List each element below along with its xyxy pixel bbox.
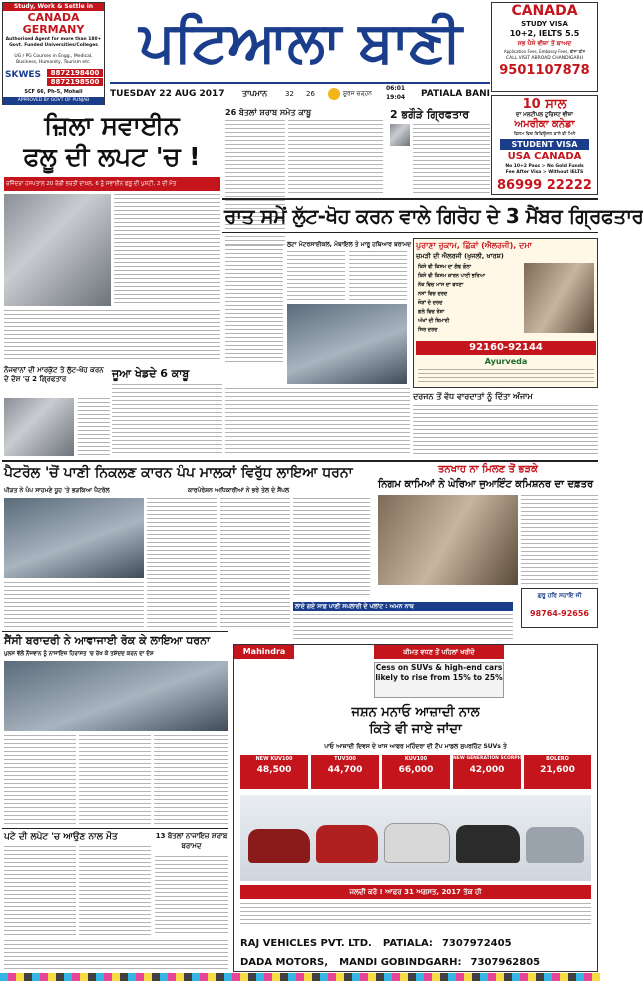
- center-col-body: [225, 388, 410, 456]
- medical-brand: Ayurveda: [484, 357, 528, 366]
- ad-medical[interactable]: [413, 238, 598, 388]
- model-saving: 21,600: [540, 765, 575, 775]
- car-shape: [384, 823, 450, 863]
- story-pm-body: [413, 405, 598, 457]
- ad-right-phone[interactable]: 9501107878: [499, 63, 590, 78]
- story-2-fugitives: 2 ਭਗੌੜੇ ਗ੍ਰਿਫਤਾਰ: [390, 108, 470, 121]
- ad-mahindra[interactable]: [233, 644, 598, 972]
- sunrise-label: ਸੂਰਜ ਚੜ੍ਹਨ: [343, 90, 372, 97]
- rule-4: [2, 631, 228, 632]
- sunrise-time: 06:01: [386, 85, 406, 92]
- ad-left-brand: SKWES: [5, 70, 42, 80]
- ad-right-line1: STUDY VISA: [521, 20, 568, 28]
- dharna-photo: [4, 661, 228, 731]
- rule-3: [2, 460, 598, 462]
- medical-bullet: ਸਿਰ ਦਰਦ: [418, 327, 438, 333]
- ad-left-footer: APPROVED BY GOVT OF PUNJAB: [3, 97, 104, 105]
- model-card[interactable]: [240, 755, 308, 789]
- story-robbery-body: [78, 398, 110, 456]
- car-shape: [316, 825, 378, 863]
- car-shape: [526, 827, 584, 863]
- lead-body-2: [4, 310, 220, 360]
- model-list: [240, 755, 591, 789]
- medical-sub: ਚਮੜੀ ਦੀ ਐਲਰਜੀ (ਖੁਜਲੀ, ਖਾਰਸ਼): [416, 252, 504, 260]
- lead-photo: [4, 194, 111, 306]
- model-saving: 66,000: [398, 765, 434, 775]
- ad2-tag-2: Fee After Visa > Without IELTS: [505, 170, 584, 175]
- mahindra-strip: ਪਾਓ ਆਜ਼ਾਦੀ ਦਿਵਸ ਦੇ ਖਾਸ ਆਫਰ ਮਹਿੰਦਰਾ ਦੀ ਟੌਪ ਮਾਡਲ ਸੁਪਰਹਿੱਟ SUVs ਤੇ: [324, 743, 507, 750]
- medical-bullet: ਜੋੜਾਂ ਦੇ ਦਰਦ: [418, 300, 443, 306]
- medical-bullets: [418, 263, 518, 335]
- petrol-body-4: [4, 582, 144, 628]
- ad2-countries: ਅਮਰੀਕਾ ਕਨੇਡਾ: [514, 119, 575, 130]
- ad2-tag-1: No 10+2 Pass > No Gold Funds: [505, 164, 584, 169]
- dealer-2-phone[interactable]: 7307962805: [470, 957, 541, 968]
- ad-left-top: Study, Work & Settle in: [3, 3, 104, 11]
- mahindra-headline: ਜਸ਼ਨ ਮਨਾਓ ਆਜ਼ਾਦੀ ਨਾਲ: [351, 705, 480, 720]
- dealer-2-city: MANDI GOBINDGARH:: [339, 957, 462, 968]
- story-26-body-2: [288, 120, 383, 195]
- dealer-2[interactable]: [240, 950, 591, 968]
- model-name: NEW GENERATION SCORPIO: [453, 756, 524, 761]
- lead-headline-2: ਫਲੂ ਦੀ ਲਪਟ 'ਚ !: [23, 142, 201, 171]
- masthead-title: ਪਟਿਆਲਾ ਬਾਣੀ: [139, 9, 461, 75]
- ad-guru-name: ਗੁਰੂ ਹਰਿ ਸਹਾਇ ਜੀ: [537, 592, 582, 599]
- model-card[interactable]: [382, 755, 450, 789]
- medical-phone[interactable]: 92160-92144: [416, 341, 596, 355]
- dharna-body-2: [79, 735, 151, 825]
- ad-right-call-label: CALL VISIT ABROAD CHANDIGARH: [505, 56, 583, 61]
- mahindra-price-title: ਕੀਮਤ ਵਧਣ ਤੋਂ ਪਹਿਲਾਂ ਖਰੀਦੋ: [374, 645, 504, 659]
- date-bar: [110, 82, 490, 104]
- dealer-2-name: DADA MOTORS,: [240, 957, 329, 968]
- ad-left-phone-1: 8872198400: [47, 69, 103, 77]
- model-name: TUV300: [334, 756, 356, 762]
- medical-bullet: ਨੱਕ ਵਿਚ ਮਾਸ ਦਾ ਵਧਣਾ: [418, 282, 464, 288]
- issue-date: TUESDAY 22 AUG 2017: [110, 89, 225, 99]
- temp-max: 32: [285, 90, 294, 98]
- cleanliness-body: [293, 614, 513, 640]
- ad-guru[interactable]: [521, 588, 598, 628]
- main-subheadline: ਲੁਟਾ ਮੋਟਰਸਾਈਕਲ, ਮੋਬਾਇਲ ਤੇ ਮਾਰੂ ਹਥਿਆਰ ਬਰਾਮਦ: [287, 241, 412, 248]
- lead-body: [114, 194, 220, 306]
- story-26-bottles: 26 ਬੋਤਲਾਂ ਸ਼ਰਾਬ ਸਮੇਤ ਕਾਬੂ: [225, 108, 312, 117]
- story-pm: ਦਰਜਨ ਤੋਂ ਵੱਧ ਵਾਰਦਾਤਾਂ ਨੂੰ ਦਿੱਤਾ ਅੰਜਾਮ: [413, 392, 533, 401]
- story-fire: ਪਟੇ ਦੀ ਲਪੇਟ 'ਚ ਆਉਣ ਨਾਲ ਮੌਤ: [4, 832, 118, 842]
- sun-icon: [328, 88, 340, 100]
- story-dharna: ਸੈਂਸੀ ਬਰਾਦਰੀ ਨੇ ਆਵਾਜਾਈ ਰੋਕ ਕੇ ਲਾਇਆ ਧਰਨਾ: [4, 634, 211, 647]
- petrol-body-3: [293, 498, 370, 598]
- rule-5: [2, 828, 228, 829]
- story-salary-main: ਨਿਗਮ ਕਾਮਿਆਂ ਨੇ ਘੇਰਿਆ ਜੁਆਇੰਟ ਕਮਿਸ਼ਨਰ ਦਾ ਦਫ਼ਤਰ: [378, 479, 594, 490]
- medical-bullet: ਕਿਸੇ ਵੀ ਕਿਸਮ ਕਾਰਨ ਪਾਣੀ ਭਰਿਆ: [418, 273, 486, 279]
- car-shape: [248, 829, 310, 863]
- story-gamble: ਜੂਆ ਖੇਡਦੇ 6 ਕਾਬੂ: [112, 367, 190, 380]
- petrol-body-2: [220, 498, 290, 628]
- robbery-col-2: [287, 251, 345, 301]
- petrol-sub-1: ਪੀੜਤ ਨੇ ਪੰਪ ਸਾਹਮਣੇ ਧੂਹ 'ਤੇ ਭੜਕਿਆ ਪੈਟਰੋਲ: [4, 487, 110, 494]
- lead-kicker: ਰਜਿੰਦਰਾ ਹਸਪਤਾਲ 20 ਰੋਗੀ ਭਰਤੀ ਦਾਖ਼ਲ, 6 ਨੂੰ ਸਵਾਈਨ ਫਲੂ ਦੀ ਪੁਸ਼ਟੀ, 2 ਦੀ ਮੌਤ: [4, 177, 220, 191]
- mahindra-cess: Cess on SUVs & high-end cars likely to rise from 15% to 25%: [374, 662, 504, 698]
- dealer-1-phone[interactable]: 7307972405: [441, 938, 512, 949]
- story-dharna-sub: ਪੁਲਸ ਵੱਲੋਂ ਨੌਜਵਾਨ ਨੂੰ ਨਾਜਾਇਜ਼ ਹਿਰਾਸਤ 'ਚ ਰੱਖ ਕੇ ਤਸ਼ੱਦਦ ਕਰਨ ਦਾ ਦੋਸ਼: [4, 651, 154, 657]
- medical-bullet: ਗਲੇ ਵਿਚ ਰੇਸ਼ਾ: [418, 309, 445, 315]
- ad-right-line2: 10+2, IELTS 5.5: [509, 29, 580, 38]
- model-saving: 42,000: [469, 765, 505, 775]
- dealer-1[interactable]: [240, 931, 591, 949]
- car-shape: [456, 825, 520, 863]
- mahindra-offer: ਜਲਦੀ ਕਰੋ ! ਆਫਰ 31 ਅਗਸਤ, 2017 ਤੱਕ ਹੀ: [240, 885, 591, 899]
- salary-body: [521, 495, 598, 585]
- petrol-sub-2: ਕਾਰਪੋਰੇਸ਼ਨ ਅਧਿਕਾਰੀਆਂ ਨੇ ਭਰੇ ਤੇਲ ਦੇ ਸੈਂਪਲ: [188, 487, 290, 494]
- model-name: NEW KUV100: [255, 756, 293, 762]
- fire-body-2: [79, 846, 151, 936]
- ad-canada-study-visa[interactable]: [491, 2, 598, 92]
- ad-left-address: SCF 66, Ph-5, Mohali: [24, 89, 83, 95]
- weather-label: ਤਾਪਮਾਨ: [242, 89, 268, 98]
- ad-study-canada-germany[interactable]: [2, 2, 105, 105]
- sunset-time: 19:04: [386, 94, 406, 101]
- model-card[interactable]: [453, 755, 524, 789]
- story-gamble-body: [112, 384, 222, 454]
- medical-bullet: ਕਿਸੇ ਵੀ ਕਿਸਮ ਦਾ ਗੰਢ ਗੋਲਾ: [418, 264, 472, 270]
- ad-abroad-visa[interactable]: [491, 95, 598, 195]
- rule-1: [222, 198, 598, 200]
- model-saving: 48,500: [256, 765, 292, 775]
- ad-right-line3: ਸਭ ਪੈਸੇ ਵੀਜ਼ਾ ਤੋਂ ਬਾਅਦ: [517, 40, 572, 47]
- dharna-body-3: [154, 735, 228, 825]
- robbery-photo: [287, 304, 407, 384]
- ad-left-courses: UG / PG Courses in Engg., Medical, Business, Humanity, Tourism etc.: [14, 54, 93, 65]
- petrol-photo: [4, 498, 144, 578]
- cars-image: [240, 795, 591, 881]
- main-headline: ਰਾਤ ਸਮੇਂ ਲੁੱਟ-ਖੋਹ ਕਰਨ ਵਾਲੇ ਗਿਰੋਹ ਦੇ 3 ਮੈਂਬਰ ਗ੍ਰਿਫਤਾਰ: [224, 204, 643, 228]
- dharna-body-1: [4, 735, 76, 825]
- model-card[interactable]: [524, 755, 591, 789]
- story-cleanliness: ਲਾਏ ਗਏ ਸਾਫ਼ ਪਾਣੀ ਸਪਲਾਈ ਦੇ ਪਲਾਂਟ : ਅਮਨ ਨਾਥ: [293, 602, 513, 611]
- ad-left-country-2: GERMANY: [22, 23, 85, 36]
- model-saving: 44,700: [327, 765, 363, 775]
- story-robbery: ਨੌਜਵਾਨਾਂ ਦੀ ਮਾਰਕੁੱਟ ਤੇ ਲੁੱਟ-ਖੋਹ ਕਰਨ ਦੇ ਦੋਸ਼ 'ਚ 2 ਗ੍ਰਿਫਤਾਰ: [4, 366, 104, 383]
- ad2-phone[interactable]: 86999 22222: [497, 178, 592, 193]
- bottles-body: [155, 856, 228, 936]
- robbery-col-3: [349, 251, 407, 301]
- mahindra-headline-2: ਕਿਤੇ ਵੀ ਜਾਏ ਜਾਂਦਾ: [369, 722, 462, 737]
- medical-bullet: ਅੱਖਾਂ ਦੀ ਬਿਮਾਰੀ: [418, 318, 450, 324]
- medical-fineprint: [418, 369, 594, 385]
- lead-headline-1: ਜ਼ਿਲਾ ਸਵਾਈਨ: [44, 111, 180, 140]
- robbery-small-photo: [4, 398, 74, 456]
- model-card[interactable]: [311, 755, 379, 789]
- fire-body-1: [4, 846, 76, 936]
- footer-col-body: [4, 940, 228, 970]
- dealer-1-name: RAJ VEHICLES PVT. LTD.: [240, 938, 372, 949]
- mahindra-logo: Mahindra: [234, 645, 294, 659]
- story-2-photo: [390, 124, 410, 146]
- masthead-title-latin: PATIALA BANI: [420, 89, 490, 99]
- salary-photo: [378, 495, 518, 585]
- temp-min: 26: [306, 90, 315, 98]
- mahindra-fineprint: [240, 903, 591, 927]
- story-13-bottles: 13 ਬੋਤਲਾਂ ਨਾਜਾਇਜ਼ ਸ਼ਰਾਬ ਬਰਾਮਦ: [155, 832, 228, 850]
- ad-right-country: CANADA: [511, 3, 578, 19]
- ad-guru-phone[interactable]: 98764-92656: [530, 609, 589, 618]
- story-salary: ਤਨਖਾਹ ਨਾ ਮਿਲਣ ਤੋਂ ਭੜਕੇ: [438, 464, 538, 475]
- medical-photo: [524, 263, 594, 333]
- ad2-visa: STUDENT VISA: [500, 139, 589, 150]
- robbery-col-1: [225, 245, 283, 365]
- model-name: BOLERO: [546, 756, 569, 762]
- ad-left-country-1: CANADA: [27, 11, 80, 24]
- ad2-usa-canada: USA CANADA: [507, 151, 582, 162]
- medical-headline: ਪੁਰਾਣਾ ਜ਼ੁਕਾਮ, ਛਿੱਕਾਂ (ਐਲਰਜੀ), ਦਮਾ: [416, 241, 532, 250]
- ad-left-phone-2: 8872198500: [47, 78, 103, 86]
- dealer-1-city: PATIALA:: [382, 938, 433, 949]
- petrol-body-1: [147, 498, 217, 628]
- medical-bullet: ਨਸਾਂ ਵਿਚ ਦਰਦ: [418, 291, 448, 297]
- ad2-sub: ਦਾ ਮਲਟੀਪਲ ਟੂਰਿਸਟ ਵੀਜ਼ਾ: [516, 112, 573, 118]
- masthead: [0, 0, 600, 108]
- model-name: KUV100: [404, 756, 428, 762]
- ad2-headline: 10 ਸਾਲ: [522, 97, 567, 112]
- story-petrol: ਪੈਟਰੋਲ 'ਚੋਂ ਪਾਣੀ ਨਿਕਲਣ ਕਾਰਨ ਪੰਪ ਮਾਲਕਾਂ ਵਿਰੁੱਧ ਲਾਇਆ ਧਰਨਾ: [4, 465, 353, 481]
- rule-2: [222, 232, 598, 233]
- story-2-body: [413, 124, 490, 196]
- ad-left-desc: Authorised Agent for more than 180+ Govt. Funded Universities/Colleges: [5, 37, 102, 48]
- ad2-note: ਫਿਲਮ ਵਿਚ ਰਿਫਿਊਜ਼ਲ ਵਾਲੇ ਵੀ ਮਿਲੋ: [513, 132, 576, 137]
- registration-marks: [0, 973, 600, 981]
- ad-right-small: Application Fees, Embassy Fees, ਵੀਜ਼ਾ ਫੀਸ: [503, 49, 586, 54]
